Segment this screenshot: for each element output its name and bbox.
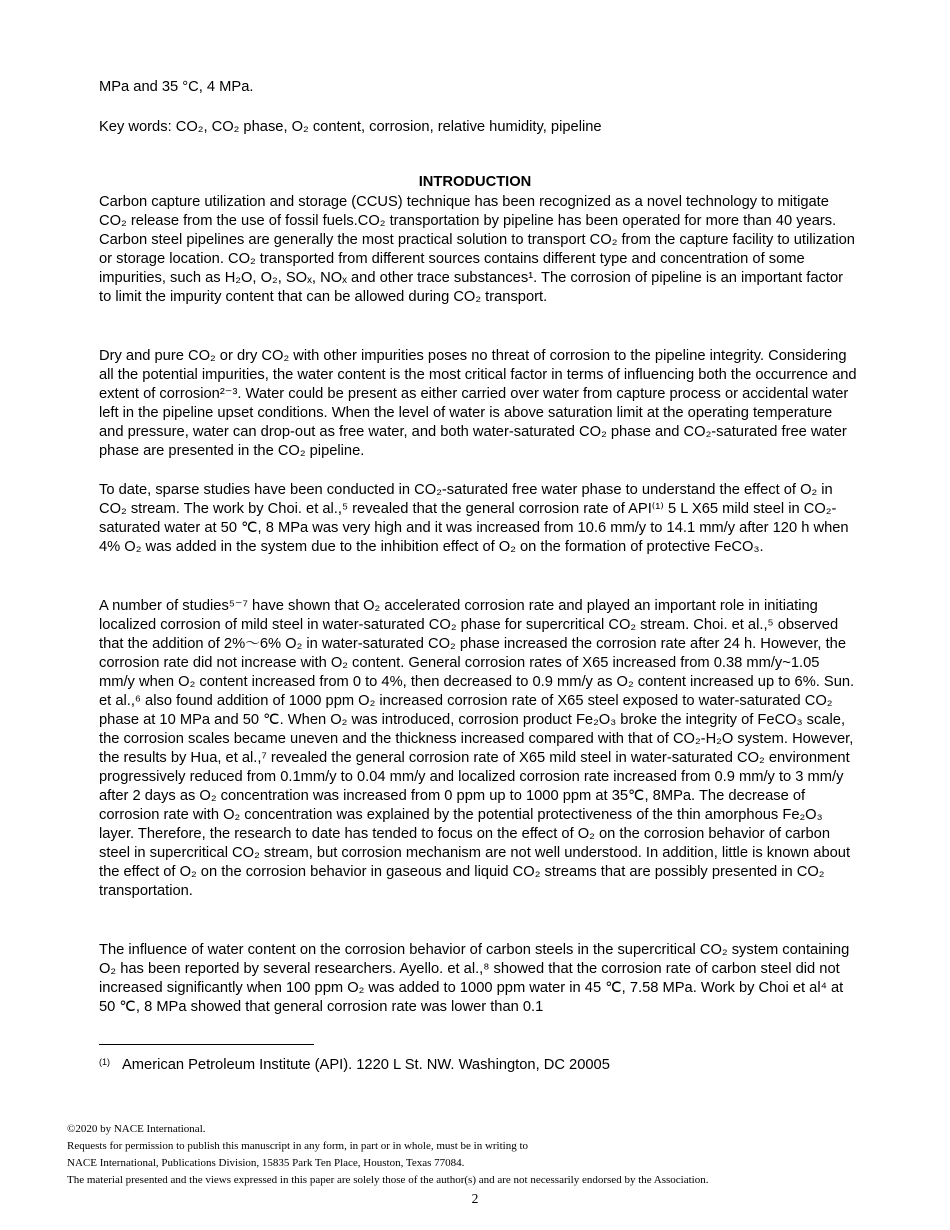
paragraph: The influence of water content on the corrosion behavior of carbon steels in the supercritical CO₂ system containing O₂ has been reported by several researchers. Ayello. et al.,⁸ showed that the corrosion rate of carbon steel did not increased significantly when 100 ppm O₂ was added to 1000 ppm water in 45 ℃, 7.58 MPa. Work by Choi et al⁴ at 50 ℃, 8 MPa showed that general corrosion rate was lower than 0.1 xyxy=(99,942,850,1015)
page-number: 2 xyxy=(471,1191,479,1206)
copyright-line: NACE International, Publications Division, 15835 Park Ten Place, Houston, Texas 77084. xyxy=(67,1157,465,1169)
copyright-line: Requests for permission to publish this manuscript in any form, in part or in whole, must be in writing to xyxy=(67,1140,529,1152)
continued-text: MPa and 35 °C, 4 MPa. xyxy=(99,79,254,95)
paragraph: To date, sparse studies have been conducted in CO₂-saturated free water phase to understand the effect of O₂ in CO₂ stream. The work by Choi. et al.,⁵ revealed that the general corrosion rate of API⁽¹⁾ 5 L X65 mild steel in CO₂-saturated water at 50 ℃, 8 MPa was very high and it was increased from 10.6 mm/y to 14.1 mm/y after 120 h when 4% O₂ was added in the system due to the inhibition effect of O₂ on the formation of protective FeCO₃. xyxy=(99,482,849,555)
paragraph: Dry and pure CO₂ or dry CO₂ with other impurities poses no threat of corrosion to the pipeline integrity. Considering all the potential impurities, the water content is the most critical factor in terms of influencing both the occurrence and extent of corrosion²⁻³. Water could be present as either carried over water from capture process or accidental water left in the pipeline upset conditions. When the level of water is above saturation limit at the operating temperature and pressure, water can drop-out as free water, and both water-saturated CO₂ phase and CO₂-saturated free water phase are presented in the CO₂ pipeline. xyxy=(99,348,857,459)
copyright-line: The material presented and the views expressed in this paper are solely those of the author(s) and are not necessarily endorsed by the Association. xyxy=(67,1174,709,1186)
footnote xyxy=(99,1057,610,1073)
footnote-text: American Petroleum Institute (API). 1220 L St. NW. Washington, DC 20005 xyxy=(122,1057,610,1073)
footnote-marker: (1) xyxy=(99,1057,110,1067)
section-title: INTRODUCTION xyxy=(418,174,532,190)
keywords: Key words: CO₂, CO₂ phase, O₂ content, corrosion, relative humidity, pipeline xyxy=(99,119,602,135)
footnote-divider xyxy=(99,1044,314,1045)
paragraph: Carbon capture utilization and storage (CCUS) technique has been recognized as a novel technology to mitigate CO₂ release from the use of fossil fuels.CO₂ transportation by pipeline has been operated for more than 40 years. Carbon steel pipelines are generally the most practical solution to transport CO₂ from the capture facility to utilization or storage location. CO₂ transported from different sources contains different type and concentration of some impurities, such as H₂O, O₂, SOₓ, NOₓ and other trace substances¹. The corrosion of pipeline is an important factor to limit the impurity content that can be allowed during CO₂ transport. xyxy=(99,194,855,305)
copyright-line: ©2020 by NACE International. xyxy=(67,1123,206,1135)
paragraph: A number of studies⁵⁻⁷ have shown that O₂ accelerated corrosion rate and played an important role in initiating localized corrosion of mild steel in water-saturated CO₂ phase for supercritical CO₂ stream. Choi. et al.,⁵ observed that the addition of 2%～6% O₂ in water-saturated CO₂ phase increased the corrosion rate after 24 h. However, the corrosion rate did not increase with O₂ content. General corrosion rates of X65 increased from 0.38 mm/y~1.05 mm/y when O₂ content increased from 0 to 4%, then decreased to 0.9 mm/y as O₂ content increased up to 6%. Sun. et al.,⁶ also found addition of 1000 ppm O₂ increased corrosion rate of X65 steel exposed to water-saturated CO₂ phase at 10 MPa and 50 ℃. When O₂ was introduced, corrosion product Fe₂O₃ broke the integrity of FeCO₃ scale, the corrosion scales became uneven and the thickness increased compared with that of CO₂-H₂O system. However, the results by Hua, et al.,⁷ revealed the general corrosion rate of X65 mild steel in water-saturated CO₂ environment progressively reduced from 0.1mm/y to 0.04 mm/y and localized corrosion rate increased from 0.9 mm/y to 3 mm/y after 2 days as O₂ concentration was increased from 0 ppm up to 1000 ppm at 35℃, 8MPa. The decrease of corrosion rate with O₂ concentration was explained by the potential protectiveness of the thin amorphous Fe₂O₃ layer. Therefore, the research to date has tended to focus on the effect of O₂ on the corrosion behavior of carbon steel in supercritical CO₂ stream, but corrosion mechanism are not well understood. In addition, little is known about the effect of O₂ on the corrosion behavior in gaseous and liquid CO₂ streams that are possibly presented in CO₂ transportation. xyxy=(99,598,855,899)
